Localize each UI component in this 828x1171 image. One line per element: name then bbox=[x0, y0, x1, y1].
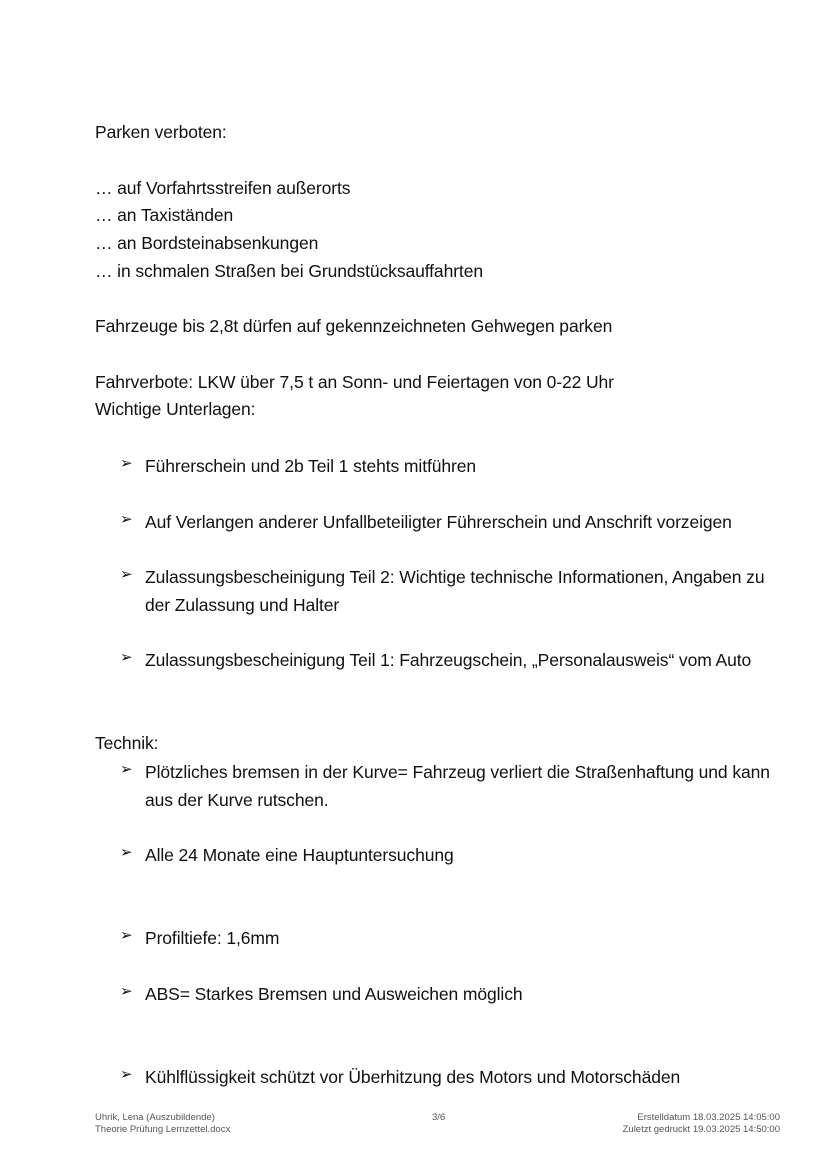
arrow-bullet-icon: ➢ bbox=[120, 844, 133, 861]
parking-item: … auf Vorfahrtsstreifen außerorts bbox=[95, 178, 351, 198]
footer-created-date: Erstelldatum 18.03.2025 14:05:00 bbox=[637, 1112, 780, 1123]
arrow-bullet-icon: ➢ bbox=[120, 455, 133, 472]
documents-heading: Wichtige Unterlagen: bbox=[95, 399, 256, 419]
footer-page-number: 3/6 bbox=[432, 1112, 446, 1123]
arrow-bullet-icon: ➢ bbox=[120, 1066, 133, 1083]
technik-bullet-text: Plötzliches bremsen in der Kurve= Fahrzeug verliert die Straßenhaftung und kann aus der Kurve rutschen. bbox=[145, 762, 770, 810]
parking-heading: Parken verboten: bbox=[95, 122, 227, 142]
arrow-bullet-icon: ➢ bbox=[120, 566, 133, 583]
technik-bullet-text: Kühlflüssigkeit schützt vor Überhitzung des Motors und Motorschäden bbox=[145, 1067, 681, 1087]
arrow-bullet-icon: ➢ bbox=[120, 927, 133, 944]
document-bullet-text: Auf Verlangen anderer Unfallbeteiligter Führerschein und Anschrift vorzeigen bbox=[145, 512, 732, 532]
technik-heading: Technik: bbox=[95, 733, 159, 753]
sidewalk-note: Fahrzeuge bis 2,8t dürfen auf gekennzeichneten Gehwegen parken bbox=[95, 316, 613, 336]
arrow-bullet-icon: ➢ bbox=[120, 511, 133, 528]
footer-author: Uhrik, Lena (Auszubildende) bbox=[95, 1112, 215, 1123]
document-bullet-text: Führerschein und 2b Teil 1 stehts mitführen bbox=[145, 456, 476, 476]
parking-item: … an Taxiständen bbox=[95, 205, 234, 225]
footer-printed-date: Zuletzt gedruckt 19.03.2025 14:50:00 bbox=[622, 1124, 780, 1135]
technik-bullet-text: Profiltiefe: 1,6mm bbox=[145, 928, 280, 948]
technik-bullet-text: ABS= Starkes Bremsen und Ausweichen möglich bbox=[145, 984, 523, 1004]
technik-bullet-text: Alle 24 Monate eine Hauptuntersuchung bbox=[145, 845, 454, 865]
driving-ban: Fahrverbote: LKW über 7,5 t an Sonn- und Feiertagen von 0-22 Uhr bbox=[95, 372, 614, 392]
document-bullet-text: Zulassungsbescheinigung Teil 2: Wichtige technische Informationen, Angaben zu der Zulassung und Halter bbox=[145, 567, 765, 615]
parking-item: … an Bordsteinabsenkungen bbox=[95, 233, 319, 253]
arrow-bullet-icon: ➢ bbox=[120, 983, 133, 1000]
footer-filename: Theorie Prüfung Lernzettel.docx bbox=[95, 1124, 231, 1135]
document-bullet-text: Zulassungsbescheinigung Teil 1: Fahrzeugschein, „Personalausweis“ vom Auto bbox=[145, 650, 752, 670]
arrow-bullet-icon: ➢ bbox=[120, 649, 133, 666]
arrow-bullet-icon: ➢ bbox=[120, 761, 133, 778]
parking-item: … in schmalen Straßen bei Grundstücksauffahrten bbox=[95, 261, 483, 281]
